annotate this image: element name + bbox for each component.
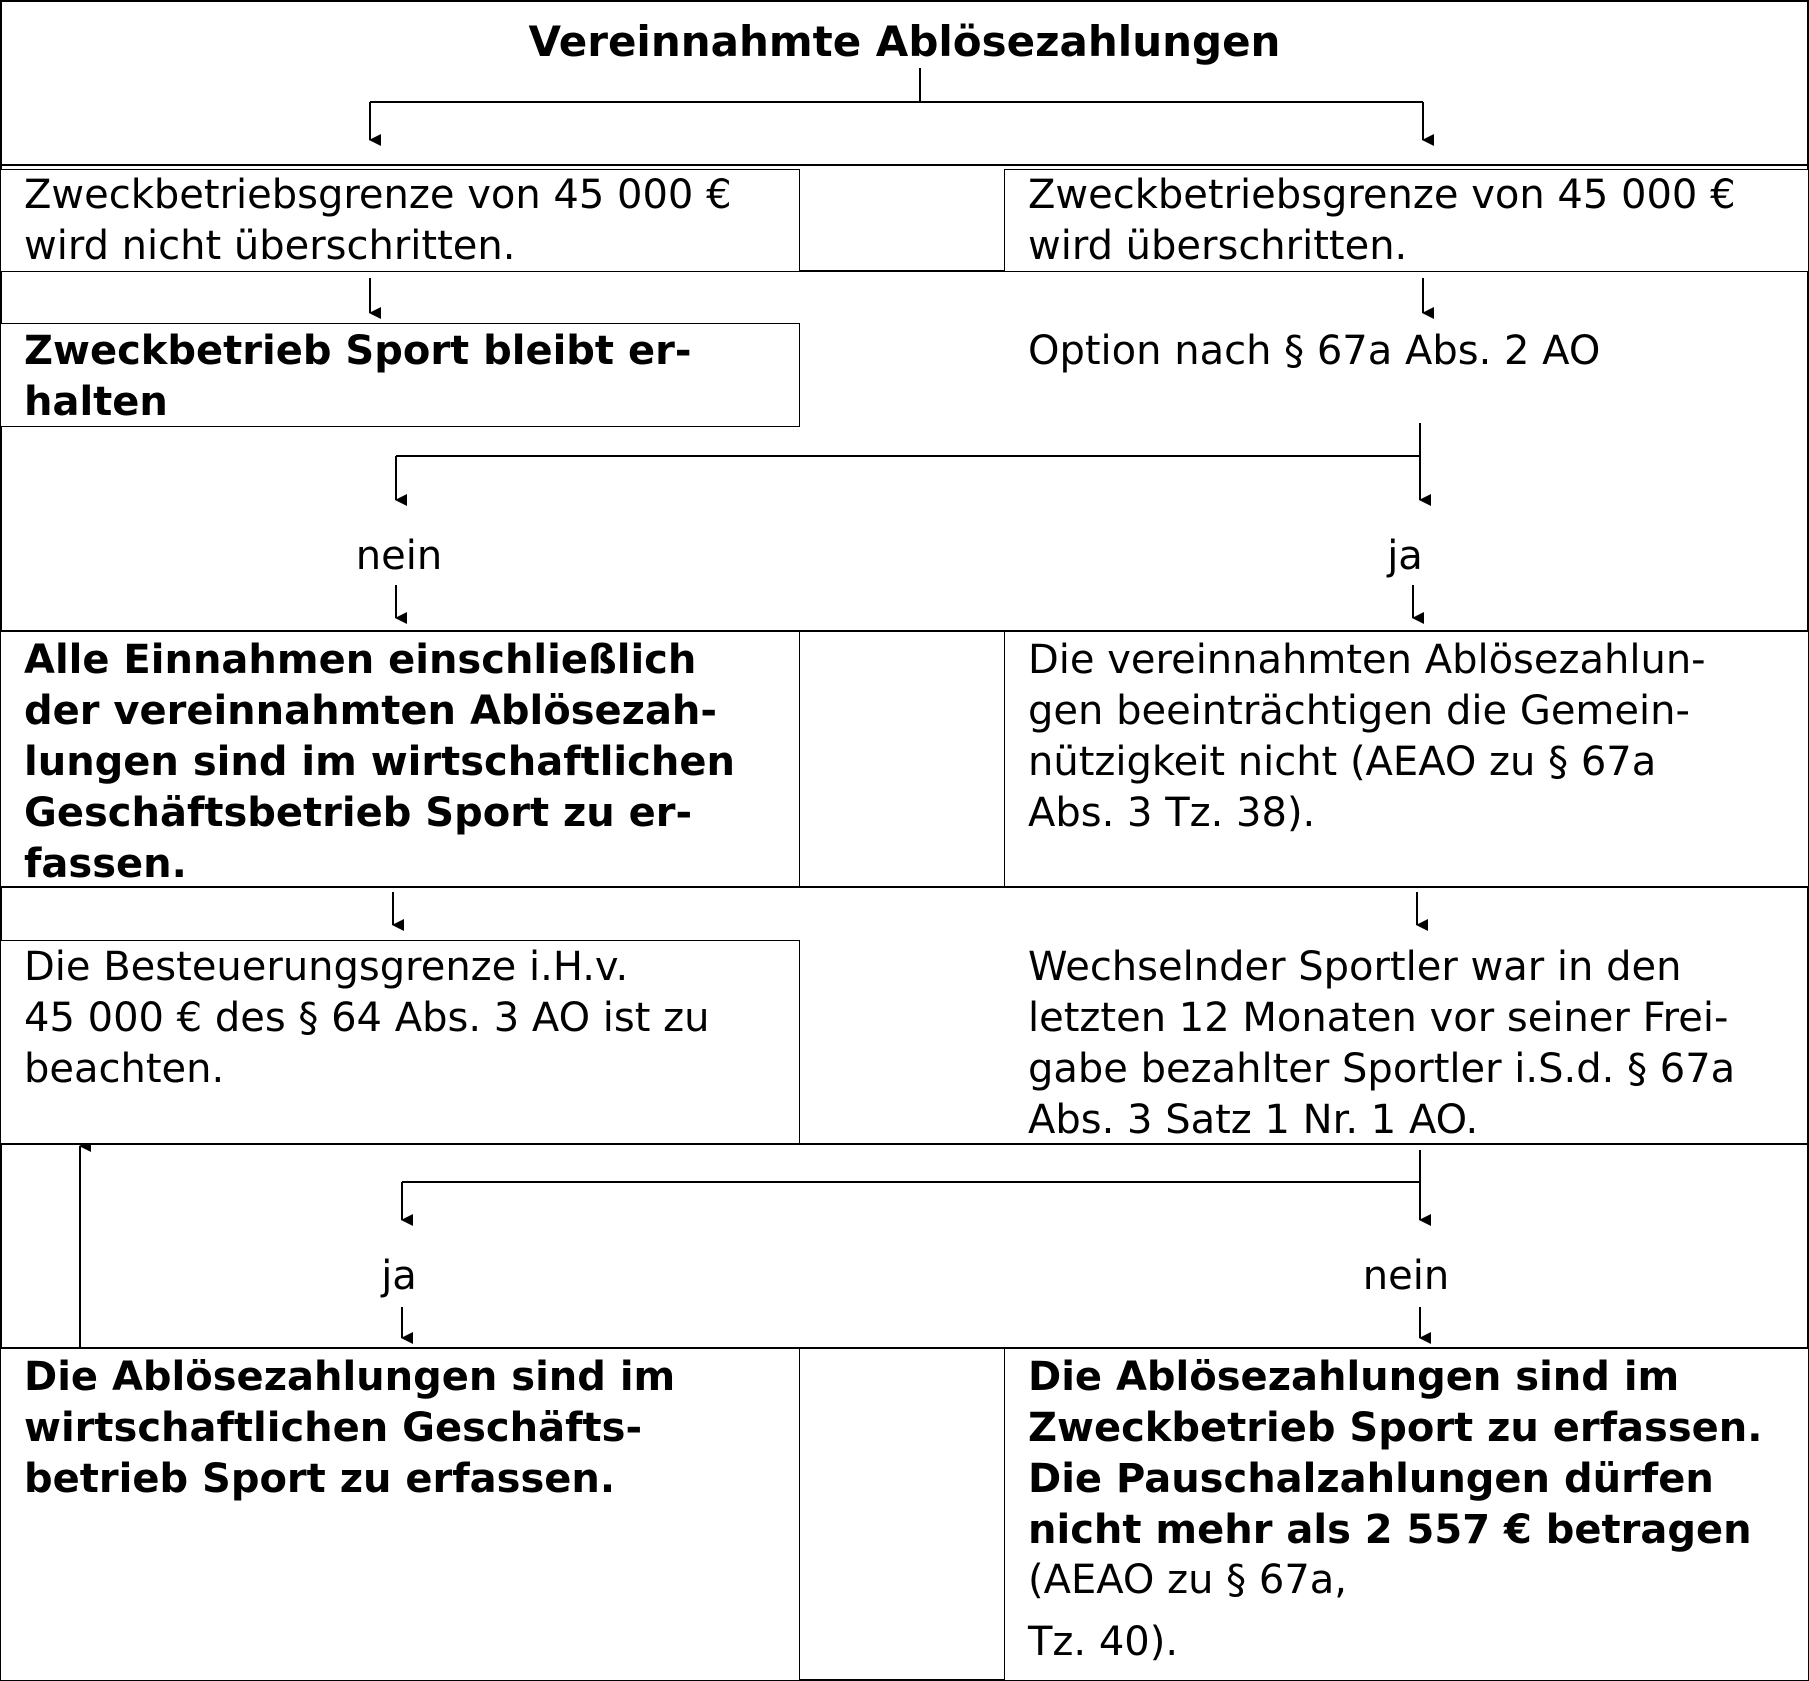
text-not-exceeded: Zweckbetriebsgrenze von 45 000 € wird nicht überschritten. bbox=[24, 172, 732, 269]
text-all-income: Alle Einnahmen einschließlich der vereinnahmten Ablösezah- lungen sind im wirtschaftlichen Geschäftsbetrieb Sport zu er- fassen. bbox=[24, 637, 735, 887]
text-zweckbetrieb-remains: Zweckbetrieb Sport bleibt er- halten bbox=[24, 328, 692, 425]
label-nein-top: nein bbox=[355, 533, 443, 579]
text-final-right-last: Tz. 40). bbox=[1028, 1619, 1179, 1665]
text-tax-limit: Die Besteuerungsgrenze i.H.v. 45 000 € des § 64 Abs. 3 AO ist zu beachten. bbox=[24, 944, 710, 1092]
text-option: Option nach § 67a Abs. 2 AO bbox=[1028, 328, 1601, 374]
text-question: Wechselnder Sportler war in den letzten 12 Monaten vor seiner Frei- gabe bezahlter Sportler i.S.d. § 67a Abs. 3 Satz 1 Nr. 1 AO. bbox=[1028, 944, 1736, 1143]
label-ja-top: ja bbox=[1387, 533, 1423, 579]
text-not-affecting: Die vereinnahmten Ablösezahlun- gen beeinträchtigen die Gemein- nützigkeit nicht (AEAO zu § 67a Abs. 3 Tz. 38). bbox=[1028, 637, 1706, 836]
text-exceeded: Zweckbetriebsgrenze von 45 000 € wird überschritten. bbox=[1028, 172, 1736, 269]
diagram-title: Vereinnahmte Ablösezahlungen bbox=[528, 17, 1281, 66]
label-nein-bottom: nein bbox=[1362, 1253, 1450, 1299]
text-final-left: Die Ablösezahlungen sind im wirtschaftlichen Geschäfts- betrieb Sport zu erfassen. bbox=[24, 1354, 676, 1502]
text-final-right-bold: Die Ablösezahlungen sind im Zweckbetrieb Sport zu erfassen. Die Pauschalzahlungen dürfen nicht mehr als 2 557 € betragen bbox=[1028, 1354, 1763, 1553]
label-ja-bottom: ja bbox=[381, 1253, 417, 1299]
text-final-right-normal: (AEAO zu § 67a, bbox=[1028, 1557, 1348, 1603]
